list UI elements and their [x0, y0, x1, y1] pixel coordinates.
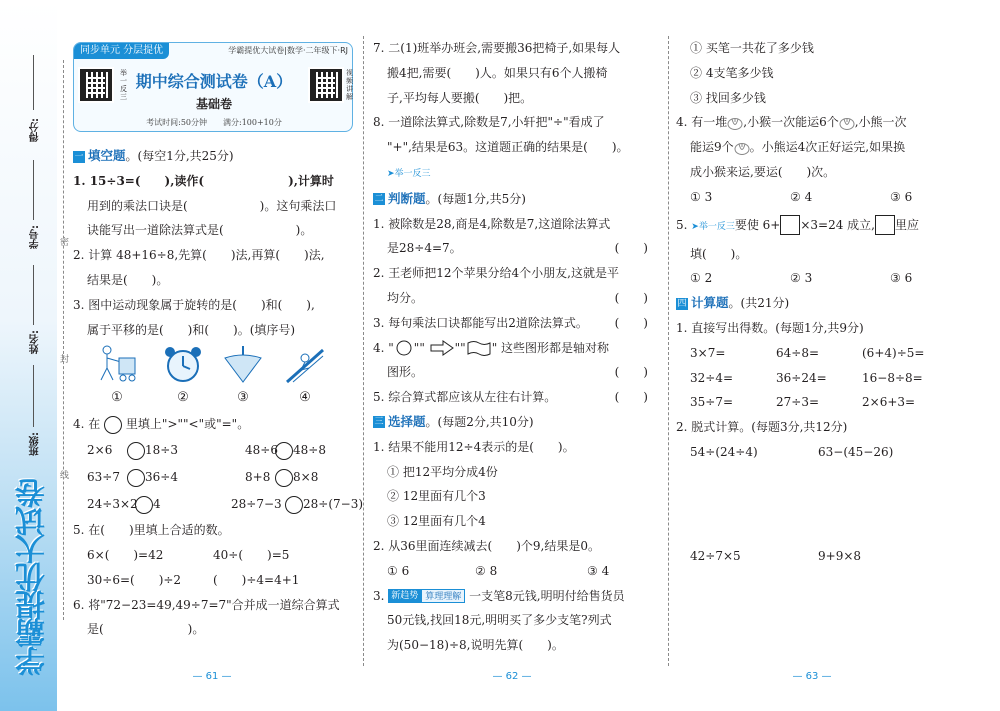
answer-paren[interactable]: ( ) [614, 315, 648, 330]
calc-row: 3×7= 64÷8= (6+4)÷5= [690, 345, 925, 360]
question-text: 3. 新趋势 算理理解 一支笔8元钱,明明付给售货员 [373, 588, 625, 603]
section-heading: 四 计算题。(共21分) [677, 295, 790, 311]
class-label: 班级: [30, 432, 41, 456]
exam-subtitle: 基础卷 [195, 97, 232, 111]
question-text: 2. 王老师把12个苹果分给4个小朋友,这就是平 [373, 266, 619, 281]
question-text: 1. 结果不能用12÷4表示的是( )。 [373, 439, 575, 454]
question-text: 1. 15÷3=( ),读作( ),计算时 [73, 173, 334, 188]
page-number: — 63 — [792, 671, 832, 682]
column-1: 一 填空题。(每空1分,共25分) 1. 15÷3=( ),读作( ),计算时 用到的乘法口诀是( )。这句乘法口 诀能写出一道除法算式是( )。 2. 计算 48+16÷8,先算( )法,再算( )法, 结果是( )。 3. 图中运动现象属于旋转的是( )和( ), 属于平移的是( )和( )。(填序号) ① ② ③ ④ 4. 在 里填上">""<"或"="。 2×6 18÷3 48÷6 48÷8 63÷7 36÷4 8+8 8×8 24÷3×2 4 28÷7−3 28÷(7−3) 5. 在( )里填上合适的数。 6×( )=42 40÷( )=5 30÷6=( )÷2 ( )÷4=4+1 6. 将"72−23=49,49÷7=7"合并成一道综合算式 是( )。 [73, 144, 358, 642]
question-text: 7. 二(1)班举办班会,需要搬36把椅子,如果每人 [373, 41, 621, 55]
page-number: — 61 — [192, 671, 232, 682]
arrow-shape-icon [429, 340, 455, 356]
calc-row: 35÷7= 27÷3= 2×6+3= [690, 395, 916, 410]
answer-paren[interactable]: ( ) [614, 390, 648, 405]
question-text: 1. 直接写出得数。(每题1分,共9分) [676, 320, 864, 335]
column-divider [668, 36, 669, 666]
circle-shape-icon [394, 340, 414, 356]
option[interactable]: ② 12里面有几个3 [387, 489, 486, 504]
question-text: 6. 将"72−23=49,49÷7=7"合并成一道综合算式 [73, 597, 340, 612]
question-text: 4. " "" "" " 这些图形都是轴对称 [373, 340, 610, 355]
series-label: 学霸提优大试卷|数学·二年级下·RJ [228, 46, 348, 55]
section-heading: 二 判断题。(每题1分,共5分) [374, 190, 526, 206]
question-text: 8. 一道除法算式,除数是7,小轩把"÷"看成了 [373, 115, 605, 130]
option[interactable]: ③ 找回多少钱 [690, 90, 766, 105]
brand-logo: 学霸提优大试卷 [16, 480, 51, 676]
question-text: 5. 综合算式都应该从左往右计算。 ( ) [373, 385, 658, 410]
question-text: 5. 在( )里填上合适的数。 [73, 523, 230, 538]
student-name-label: 姓名: [30, 330, 41, 354]
option[interactable]: ① 把12平均分成4份 [387, 464, 498, 479]
exam-info: 考试时间:50分钟 满分:100+10分 [146, 118, 282, 127]
compare-row: 2×6 18÷3 48÷6 48÷8 [73, 437, 358, 464]
alarm-clock-icon [161, 344, 205, 384]
student-id-line [33, 160, 34, 220]
answer-circle[interactable] [275, 442, 293, 460]
seal-mark: 密 [60, 238, 70, 248]
column-3: ① 买笔一共花了多少钱 ② 4支笔多少钱 ③ 找回多少钱 4. 有一堆 ,小猴一次能运6个 ,小熊一次 能运9个 。小熊运4次正好运完,如果换 成小猴来运,要运( )次。 ① 3 ② 4 ③ 6 5. ➤举一反三要使 6+ ×3=24 成立, 里应 填( )。 ① 2 ② 3 ③ 6 四 计算题。(共21分) 1. 直接写出得数。(每题1分,共9分) 3×7= 64÷8= (6+4)÷5= 32÷4= 36÷24= 16−8÷8= 35÷7= 27÷3= 2×6+3= 2. 脱式计算。(每题3分,共12分) 54÷(24÷4) 63−(45−26) 42÷7×5 9+9×8 [676, 36, 961, 569]
unit-tag: 同步单元 分层提优 [74, 43, 169, 59]
pumpkin-icon [727, 116, 743, 130]
option[interactable]: ③ 6 [890, 271, 913, 286]
trend-badge: 新趋势 [388, 589, 421, 603]
answer-circle[interactable] [127, 469, 145, 487]
score-line [33, 55, 34, 110]
option[interactable]: ③ 4 [587, 563, 610, 578]
option[interactable]: ① 2 [690, 271, 713, 286]
answer-paren[interactable]: ( ) [614, 365, 648, 380]
question-text: 4. 在 里填上">""<"或"="。 [73, 412, 358, 437]
answer-circle[interactable] [135, 496, 153, 514]
question-text: 2. 从36里面连续减去( )个9,结果是0。 [373, 538, 600, 553]
option[interactable]: ② 4支笔多少钱 [690, 65, 774, 80]
answer-box[interactable] [780, 215, 800, 235]
calc-row: 42÷7×5 9+9×8 [690, 548, 862, 563]
option[interactable]: ② 4 [790, 189, 813, 204]
question-text: 5. ➤举一反三要使 6+ ×3=24 成立, 里应 [676, 210, 961, 242]
score-label: 得分: [30, 118, 41, 142]
compare-row: 63÷7 36÷4 8+8 8×8 [73, 464, 358, 491]
option[interactable]: ② 8 [475, 563, 498, 578]
tip-link[interactable]: ➤举一反三 [691, 221, 735, 232]
student-id-label: 学号: [30, 225, 41, 249]
pumpkin-icon [839, 116, 855, 130]
compare-row: 24÷3×2 4 28÷7−3 28÷(7−3) [73, 491, 358, 518]
picture-label: ③ [237, 390, 249, 406]
question-text: 2. 计算 48+16÷8,先算( )法,再算( )法, [73, 248, 325, 263]
question-text: 4. 有一堆 ,小猴一次能运6个 ,小熊一次 [676, 115, 907, 130]
calc-row: 32÷4= 36÷24= 16−8÷8= [690, 370, 923, 385]
flag-shape-icon [466, 340, 492, 356]
answer-circle[interactable] [127, 442, 145, 460]
question-text: 1. 被除数是28,商是4,除数是7,这道除法算式 [373, 216, 611, 231]
page-number: — 62 — [492, 671, 532, 682]
section-number: 一 [74, 151, 84, 162]
spinning-top-icon [221, 344, 265, 384]
concept-badge: 算理理解 [421, 589, 465, 603]
picture-label: ④ [299, 390, 311, 406]
cut-line [63, 60, 64, 620]
class-line [33, 365, 34, 427]
picture-label: ① [111, 390, 123, 406]
question-text: 3. 每句乘法口诀都能写出2道除法算式。 ( ) [373, 311, 658, 336]
fold-mark: 封 [60, 355, 70, 365]
answer-box[interactable] [875, 215, 895, 235]
answer-paren[interactable]: ( ) [614, 241, 648, 256]
option[interactable]: ③ 6 [890, 189, 913, 204]
option[interactable]: ③ 12里面有几个4 [387, 514, 486, 529]
qr-right-label: 视频讲解 [346, 69, 353, 101]
person-pushing-cart-icon [95, 344, 139, 384]
exam-header [73, 42, 353, 132]
calc-row: 54÷(24÷4) 63−(45−26) [690, 444, 894, 459]
answer-circle[interactable] [275, 469, 293, 487]
column-2: 7. 二(1)班举办班会,需要搬36把椅子,如果每人 搬4把,需要( )人。如果只有6个人搬椅 子,平均每人要搬( )把。 8. 一道除法算式,除数是7,小轩把"÷"看成了 "+",结果是63。这道题正确的结果是( )。 ➤举一反三 二 判断题。(每题1分,共5分) 1. 被除数是28,商是4,除数是7,这道除法算式 是28÷4=7。 ( ) 2. 王老师把12个苹果分给4个小朋友,这就是平 均分。 ( ) 3. 每句乘法口诀都能写出2道除法算式。 ( ) 4. " "" "" " 这些图形都是轴对称 图形。 ( ) 5. 综合算式都应该从左往右计算。 ( ) 三 选择题。(每题2分,共10分) 1. 结果不能用12÷4表示的是( )。 ① 把12平均分成4份 ② 12里面有几个3 ③ 12里面有几个4 2. 从36里面连续减去( )个9,结果是0。 ① 6 ② 8 ③ 4 3. 新趋势 算理理解 一支笔8元钱,明明付给售货员 50元钱,找回18元,明明买了多少支笔?列式 为(50−18)÷8,说明先算( )。 [373, 36, 658, 658]
picture-label: ② [177, 390, 189, 406]
option[interactable]: ① 买笔一共花了多少钱 [690, 41, 814, 55]
option[interactable]: ① 6 [387, 563, 410, 578]
section-heading: 一 填空题。(每空1分,共25分) [74, 148, 234, 163]
question-text: 2. 脱式计算。(每题3分,共12分) [676, 420, 848, 435]
pumpkin-icon [734, 141, 750, 155]
child-on-slide-icon [283, 344, 327, 384]
answer-paren[interactable]: ( ) [614, 290, 648, 305]
section-heading: 三 选择题。(每题2分,共10分) [374, 413, 534, 429]
option[interactable]: ① 3 [690, 189, 713, 204]
answer-circle[interactable] [285, 496, 303, 514]
motion-pictures [73, 342, 358, 412]
line-mark: 线 [60, 471, 70, 481]
student-name-line [33, 265, 34, 325]
binding-sidebar [0, 0, 57, 711]
exam-title: 期中综合测试卷（A） [135, 72, 293, 91]
qr-left-label: 举一反三 [120, 69, 127, 101]
option[interactable]: ② 3 [790, 271, 813, 286]
tip-link[interactable]: ➤举一反三 [387, 168, 431, 179]
question-text: 3. 图中运动现象属于旋转的是( )和( ), [73, 297, 315, 312]
answer-circle[interactable] [104, 416, 122, 434]
column-divider [363, 36, 364, 666]
